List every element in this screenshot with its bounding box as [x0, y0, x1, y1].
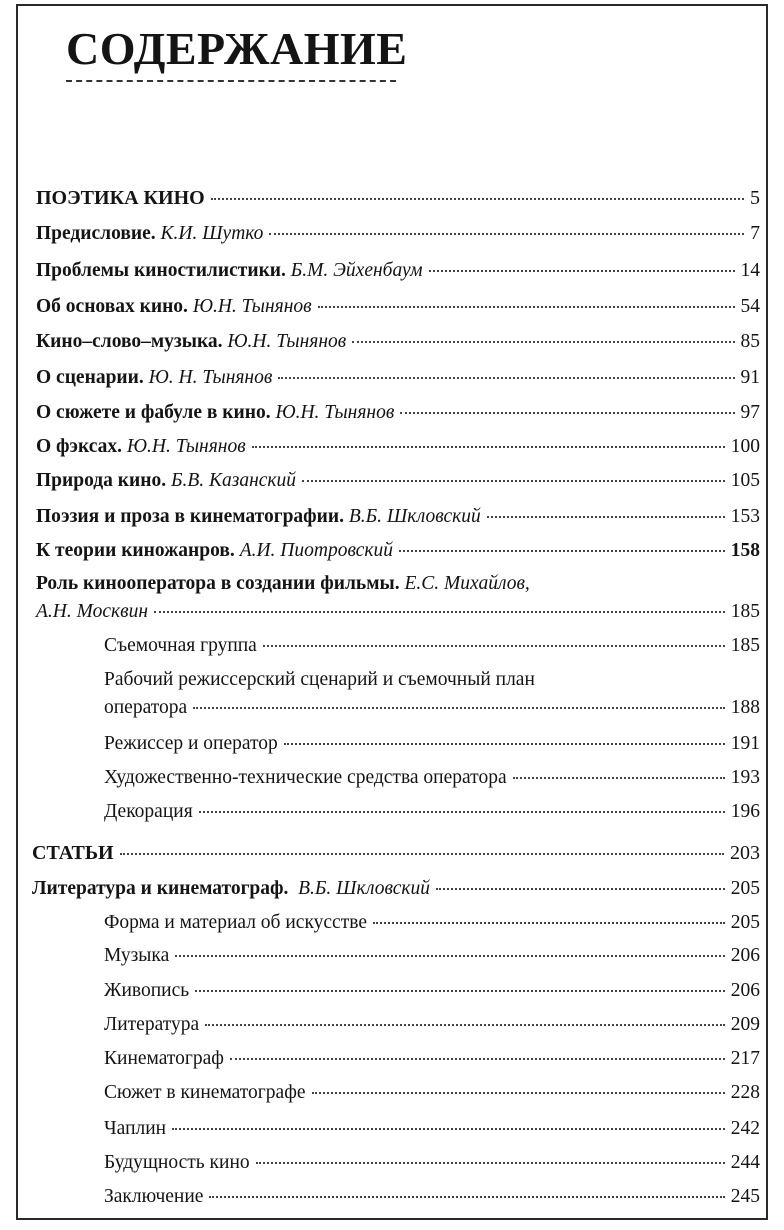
toc-entry[interactable]: [0, 222, 784, 250]
toc-entry[interactable]: [0, 366, 784, 394]
entry-title: Литература и кинематограф.: [32, 878, 289, 899]
dot-leader: [195, 990, 725, 992]
entry-title: Кино–слово–музыка.: [36, 331, 223, 352]
page-title: СОДЕРЖАНИЕ: [66, 23, 408, 74]
entry-title: О фэксах.: [36, 436, 122, 457]
toc-entry[interactable]: [0, 469, 784, 497]
entry-author: В.Б. Шкловский: [298, 878, 431, 899]
entry-title: Предисловие.: [36, 223, 156, 244]
toc-subentry[interactable]: [0, 1151, 784, 1179]
entry-title: Проблемы киностилистики.: [36, 260, 286, 281]
toc-subentry[interactable]: [0, 979, 784, 1007]
page-number: 85: [740, 331, 760, 352]
dot-leader: [302, 480, 725, 482]
entry-author: А.И. Пиотровский: [239, 540, 393, 561]
entry-title: Кинематограф: [104, 1048, 224, 1069]
page-number: 7: [750, 223, 760, 244]
entry-title: Сюжет в кинематографе: [104, 1082, 306, 1103]
dot-leader: [172, 1128, 725, 1130]
page-number: 5: [750, 187, 760, 209]
toc-subentry[interactable]: [0, 911, 784, 939]
toc-entry[interactable]: [0, 539, 784, 567]
page-number: 91: [740, 367, 760, 388]
page-number: 105: [730, 470, 760, 491]
dot-leader: [284, 743, 725, 745]
dot-leader: [263, 645, 725, 647]
page-number: 206: [730, 980, 760, 1001]
dot-leader: [193, 707, 725, 709]
toc-entry[interactable]: [0, 401, 784, 429]
entry-title: О сценарии.: [36, 367, 144, 388]
toc-entry[interactable]: [0, 259, 784, 287]
page-number: 228: [730, 1082, 760, 1103]
dot-leader: [429, 270, 735, 272]
dot-leader: [352, 341, 734, 343]
dot-leader: [120, 853, 724, 855]
entry-title: Живопись: [104, 980, 190, 1001]
dot-leader: [373, 922, 725, 924]
dot-leader: [487, 516, 725, 518]
entry-author: Б.М. Эйхенбаум: [290, 260, 423, 281]
page-number: 185: [730, 601, 760, 622]
toc-subentry[interactable]: [0, 634, 784, 662]
entry-title: Форма и материал об искусстве: [104, 912, 367, 933]
page-number: 54: [740, 296, 760, 317]
toc-subentry[interactable]: [0, 944, 784, 972]
dot-leader: [199, 811, 725, 813]
entry-author: В.Б. Шкловский: [348, 506, 481, 527]
entry-title: СТАТЬИ: [32, 842, 114, 864]
entry-title: Об основах кино.: [36, 296, 188, 317]
page-number: 205: [730, 912, 760, 933]
entry-title: Декорация: [104, 801, 193, 822]
page-number: 245: [730, 1186, 760, 1207]
toc-subentry[interactable]: [0, 1185, 784, 1213]
page-number: 100: [730, 436, 760, 457]
dot-leader: [175, 955, 725, 957]
page-number: 244: [730, 1152, 760, 1173]
dot-leader: [312, 1092, 725, 1094]
entry-title: Литература: [104, 1014, 200, 1035]
entry-author: Б.В. Казанский: [170, 470, 297, 491]
entry-title-continued: оператора: [104, 697, 188, 718]
entry-author: К.И. Шутко: [160, 223, 264, 244]
toc-subentry[interactable]: [0, 800, 784, 828]
dot-leader: [318, 306, 735, 308]
page-number: 203: [730, 842, 760, 864]
dot-leader: [399, 550, 725, 552]
dot-leader: [230, 1058, 725, 1060]
entry-title: О сюжете и фабуле в кино.: [36, 402, 271, 423]
dot-leader: [205, 1024, 725, 1026]
page-number: 185: [730, 635, 760, 656]
entry-author-continued: А.Н. Москвин: [36, 601, 149, 622]
dot-leader: [436, 888, 725, 890]
toc-entry[interactable]: [0, 330, 784, 358]
dot-leader: [400, 412, 734, 414]
entry-first-line: [36, 572, 530, 596]
page-number: 242: [730, 1118, 760, 1139]
toc-section-stati[interactable]: [0, 841, 784, 869]
page-number: 206: [730, 945, 760, 966]
dot-leader: [252, 446, 725, 448]
entry-title: Будущность кино: [104, 1152, 250, 1173]
page-number: 217: [730, 1048, 760, 1069]
entry-title: Поэзия и проза в кинематографии.: [36, 506, 345, 527]
entry-author: Ю.Н. Тынянов: [275, 402, 395, 423]
page-number: 205: [730, 878, 760, 899]
entry-title: ПОЭТИКА КИНО: [36, 187, 205, 209]
page-number: 14: [740, 260, 760, 281]
entry-title: Заключение: [104, 1186, 204, 1207]
dot-leader: [269, 233, 744, 235]
dot-leader: [211, 198, 744, 200]
page-number: 196: [730, 801, 760, 822]
dot-leader: [209, 1196, 724, 1198]
entry-title: Музыка: [104, 945, 170, 966]
entry-author: Ю.Н. Тынянов: [126, 436, 246, 457]
toc-subentry[interactable]: [0, 732, 784, 760]
toc-entry[interactable]: [0, 295, 784, 323]
toc-subentry[interactable]: [0, 1081, 784, 1109]
entry-title: Режиссер и оператор: [104, 733, 278, 754]
entry-author: Ю.Н. Тынянов: [192, 296, 312, 317]
page-number: 153: [730, 506, 760, 527]
entry-title: Художественно-технические средства оператора: [104, 767, 507, 788]
entry-title: Чаплин: [104, 1118, 167, 1139]
entry-title: Съемочная группа: [104, 635, 257, 656]
entry-title: К теории киножанров.: [36, 540, 235, 561]
entry-author: Ю. Н. Тынянов: [148, 367, 273, 388]
toc-subentry[interactable]: [0, 766, 784, 794]
entry-title: Природа кино.: [36, 470, 167, 491]
page-number: 193: [730, 767, 760, 788]
toc-subentry[interactable]: [0, 1013, 784, 1041]
toc-entry[interactable]: [0, 505, 784, 533]
entry-author: Е.С. Михайлов,: [404, 573, 530, 594]
page-number: 97: [740, 402, 760, 423]
toc-entry[interactable]: [0, 435, 784, 463]
toc-subentry[interactable]: [0, 1117, 784, 1145]
toc-subentry[interactable]: [0, 668, 784, 724]
dot-leader: [154, 611, 725, 613]
entry-author: Ю.Н. Тынянов: [227, 331, 347, 352]
dot-leader: [278, 377, 734, 379]
page-number: 209: [730, 1014, 760, 1035]
entry-title: Рабочий режиссерский сценарий и съемочный план: [104, 669, 535, 690]
toc-subentry[interactable]: [0, 1047, 784, 1075]
page-number: 191: [730, 733, 760, 754]
toc-entry[interactable]: [0, 877, 784, 905]
entry-title: Роль кинооператора в создании фильмы.: [36, 573, 400, 594]
dot-leader: [256, 1162, 725, 1164]
dot-leader: [513, 777, 725, 779]
toc-section-poetika-kino[interactable]: [0, 186, 784, 214]
page-number: 158: [730, 540, 760, 561]
page-number: 188: [730, 697, 760, 718]
toc-entry[interactable]: [0, 572, 784, 628]
